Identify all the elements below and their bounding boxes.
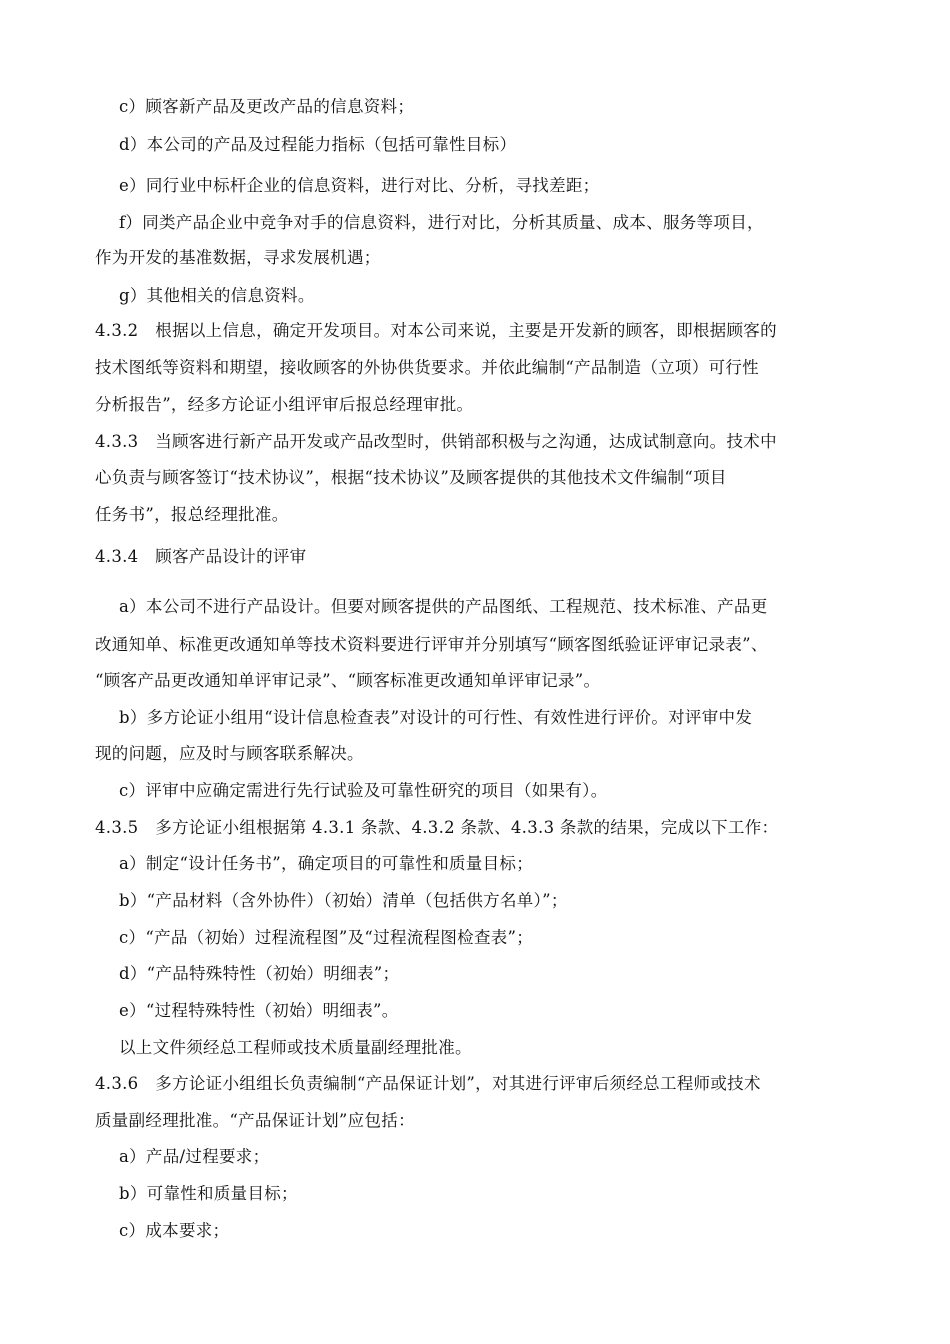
text-line: d）“产品特殊特性（初始）明细表”；: [119, 964, 400, 983]
section-heading: 4.3.4 顾客产品设计的评审: [95, 547, 307, 566]
text-line: c）“产品（初始）过程流程图”及“过程流程图检查表”；: [119, 928, 534, 947]
text-line: e）同行业中标杆企业的信息资料，进行对比、分析，寻找差距；: [119, 176, 600, 195]
text-line: 现的问题，应及时与顾客联系解决。: [95, 744, 364, 763]
text-line: a）制定“设计任务书”，确定项目的可靠性和质量目标；: [119, 854, 534, 873]
text-line: 4.3.5 多方论证小组根据第 4.3.1 条款、4.3.2 条款、4.3.3 条款的结果，完成以下工作：: [95, 818, 779, 837]
text-line: g）其他相关的信息资料。: [119, 286, 315, 305]
text-line: c）评审中应确定需进行先行试验及可靠性研究的项目（如果有）。: [119, 781, 608, 800]
text-line: f）同类产品企业中竞争对手的信息资料，进行对比，分析其质量、成本、服务等项目，: [119, 213, 764, 232]
text-line: 技术图纸等资料和期望，接收顾客的外协供货要求。并依此编制“产品制造（立项）可行性: [95, 358, 759, 377]
text-line: 质量副经理批准。“产品保证计划”应包括：: [95, 1111, 415, 1130]
text-line: 作为开发的基准数据，寻求发展机遇；: [95, 248, 381, 267]
text-line: 4.3.6 多方论证小组组长负责编制“产品保证计划”，对其进行评审后须经总工程师或技术: [95, 1074, 761, 1093]
text-line: b）多方论证小组用“设计信息检查表”对设计的可行性、有效性进行评价。对评审中发: [119, 708, 753, 727]
text-line: c）顾客新产品及更改产品的信息资料；: [119, 97, 415, 116]
text-line: b）“产品材料（含外协件）（初始）清单（包括供方名单）”；: [119, 891, 568, 910]
text-line: c）成本要求；: [119, 1221, 230, 1240]
text-line: b）可靠性和质量目标；: [119, 1184, 298, 1203]
text-line: a）产品/过程要求；: [119, 1147, 270, 1166]
text-line: 任务书”，报总经理批准。: [95, 505, 289, 524]
text-line: 改通知单、标准更改通知单等技术资料要进行评审并分别填写“顾客图纸验证评审记录表”、: [95, 635, 768, 654]
text-line: “顾客产品更改通知单评审记录”、“顾客标准更改通知单评审记录”。: [95, 671, 601, 690]
text-line: 4.3.3 当顾客进行新产品开发或产品改型时，供销部积极与之沟通，达成试制意向。技术中: [95, 432, 777, 451]
text-line: e）“过程特殊特性（初始）明细表”。: [119, 1001, 399, 1020]
text-line: 以上文件须经总工程师或技术质量副经理批准。: [119, 1038, 472, 1057]
text-line: 分析报告”，经多方论证小组评审后报总经理审批。: [95, 395, 474, 414]
text-line: d）本公司的产品及过程能力指标（包括可靠性目标）: [119, 135, 517, 154]
text-line: 4.3.2 根据以上信息，确定开发项目。对本公司来说，主要是开发新的顾客，即根据顾客的: [95, 321, 777, 340]
text-line: 心负责与顾客签订“技术协议”，根据“技术协议”及顾客提供的其他技术文件编制“项目: [95, 468, 727, 487]
text-line: a）本公司不进行产品设计。但要对顾客提供的产品图纸、工程规范、技术标准、产品更: [119, 597, 768, 616]
